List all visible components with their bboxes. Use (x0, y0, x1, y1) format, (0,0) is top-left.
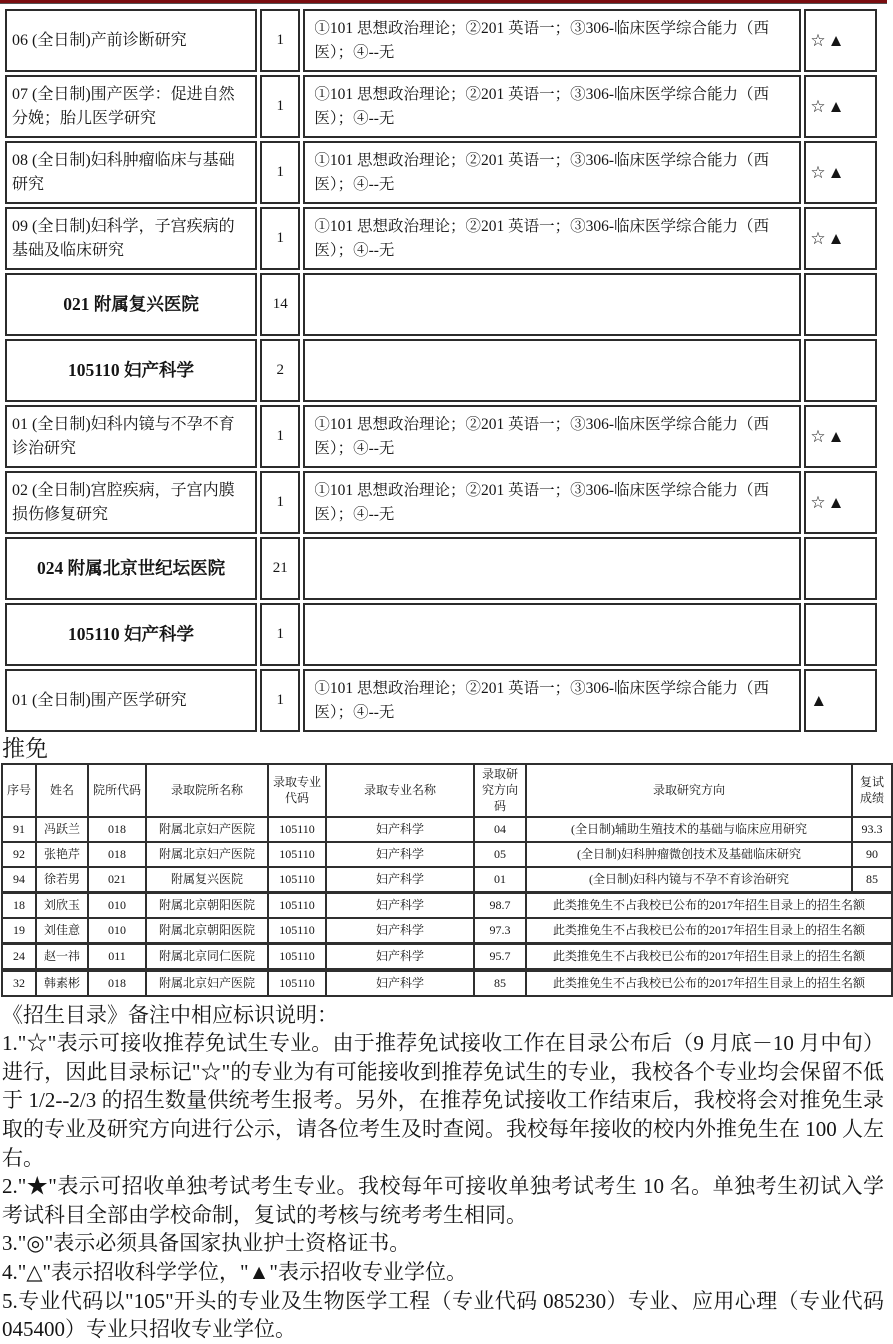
score-cell: 95.7 (474, 943, 526, 970)
flags-cell: ☆▲ (804, 9, 877, 72)
quota-cell: 1 (260, 75, 300, 138)
name-cell: 韩素彬 (36, 970, 88, 996)
dir-code-cell: 01 (474, 867, 526, 893)
note-item-5: 5.专业代码以"105"开头的专业及生物医学工程（专业代码 085230）专业、应用心理（专业代码 045400）专业只招收专业学位。 (2, 1288, 884, 1342)
institute-name-cell: 024 附属北京世纪坛医院 (5, 537, 257, 600)
tuimian-section-heading: 推免 (2, 736, 48, 761)
major-name-cell: 妇产科学 (326, 892, 474, 918)
major-name-cell: 105110 妇产科学 (5, 603, 257, 666)
col-header-direction: 录取研究方向 (526, 764, 852, 817)
empty-cell (303, 537, 801, 600)
exam-subjects-cell: ①101 思想政治理论；②201 英语一；③306-临床医学综合能力（西医）；④--无 (303, 9, 801, 72)
note-item-1: 1."☆"表示可接收推荐免试生专业。由于推荐免试接收工作在目录公布后（9 月底－10 月中旬）进行，因此目录标记"☆"的专业为有可能接收到推荐免试生的专业，我校各个专业均会保留不低于 1/2--2/3 的招生数量供统考生报考。另外，在推荐免试接收工作结束后，我校将会对推免生录取的专业及研究方向进行公示，请各位考生及时查阅。我校每年接收的校内外推免生在 100 人左右。 (2, 1031, 884, 1170)
remark-cell: 此类推免生不占我校已公布的2017年招生目录上的招生名额 (526, 892, 892, 918)
catalog-row-01a (5, 405, 877, 468)
research-direction-cell: 09 (全日制)妇科学，子宫疾病的基础及临床研究 (5, 207, 257, 270)
exam-subjects-cell: ①101 思想政治理论；②201 英语一；③306-临床医学综合能力（西医）；④--无 (303, 471, 801, 534)
inst-name-cell: 附属北京朝阳医院 (146, 892, 268, 918)
tuimian-row-92 (2, 842, 892, 867)
institute-header-row-021 (5, 273, 877, 336)
quota-cell: 1 (260, 669, 300, 732)
dir-code-cell: 04 (474, 817, 526, 842)
catalog-row-08 (5, 141, 877, 204)
direction-cell: (全日制)妇科内镜与不孕不育诊治研究 (526, 867, 852, 893)
inst-name-cell: 附属北京妇产医院 (146, 817, 268, 842)
direction-cell: (全日制)辅助生殖技术的基础与临床应用研究 (526, 817, 852, 842)
quota-cell: 1 (260, 471, 300, 534)
exam-subjects-cell: ①101 思想政治理论；②201 英语一；③306-临床医学综合能力（西医）；④--无 (303, 669, 801, 732)
score-cell: 98.7 (474, 892, 526, 918)
institute-name-cell: 021 附属复兴医院 (5, 273, 257, 336)
tuimian-admitted-table (1, 763, 893, 997)
col-header-dir-code: 录取研究方向码 (474, 764, 526, 817)
col-header-inst-name: 录取院所名称 (146, 764, 268, 817)
inst-code-cell: 011 (88, 943, 146, 970)
catalog-row-07 (5, 75, 877, 138)
major-code-cell: 105110 (268, 842, 326, 867)
major-code-cell: 105110 (268, 970, 326, 996)
research-direction-cell: 07 (全日制)围产医学：促进自然分娩；胎儿医学研究 (5, 75, 257, 138)
inst-name-cell: 附属复兴医院 (146, 867, 268, 893)
flags-cell: ☆▲ (804, 471, 877, 534)
tuimian-row-91 (2, 817, 892, 842)
quota-cell: 1 (260, 405, 300, 468)
major-name-cell: 妇产科学 (326, 842, 474, 867)
inst-code-cell: 010 (88, 918, 146, 944)
name-cell: 徐若男 (36, 867, 88, 893)
flags-cell: ▲ (804, 669, 877, 732)
flags-cell: ☆▲ (804, 141, 877, 204)
quota-cell: 1 (260, 603, 300, 666)
catalog-row-06 (5, 9, 877, 72)
quota-cell: 14 (260, 273, 300, 336)
notes-heading: 《招生目录》备注中相应标识说明： (2, 1002, 338, 1027)
score-cell: 97.3 (474, 918, 526, 944)
exam-subjects-cell: ①101 思想政治理论；②201 英语一；③306-临床医学综合能力（西医）；④--无 (303, 75, 801, 138)
major-header-row-105110 (5, 339, 877, 402)
remark-cell: 此类推免生不占我校已公布的2017年招生目录上的招生名额 (526, 943, 892, 970)
tuimian-row-32 (2, 970, 892, 996)
inst-name-cell: 附属北京妇产医院 (146, 970, 268, 996)
no-cell: 18 (2, 892, 36, 918)
empty-cell (303, 339, 801, 402)
inst-code-cell: 021 (88, 867, 146, 893)
major-code-cell: 105110 (268, 867, 326, 893)
exam-subjects-cell: ①101 思想政治理论；②201 英语一；③306-临床医学综合能力（西医）；④--无 (303, 405, 801, 468)
col-header-name: 姓名 (36, 764, 88, 817)
empty-cell (804, 339, 877, 402)
exam-subjects-cell: ①101 思想政治理论；②201 英语一；③306-临床医学综合能力（西医）；④--无 (303, 141, 801, 204)
major-name-cell: 妇产科学 (326, 817, 474, 842)
no-cell: 94 (2, 867, 36, 893)
inst-code-cell: 018 (88, 970, 146, 996)
inst-name-cell: 附属北京同仁医院 (146, 943, 268, 970)
name-cell: 赵一祎 (36, 943, 88, 970)
tuimian-header-row (2, 764, 892, 817)
quota-cell: 21 (260, 537, 300, 600)
tuimian-row-94 (2, 867, 892, 893)
empty-cell (303, 603, 801, 666)
inst-code-cell: 018 (88, 842, 146, 867)
inst-code-cell: 018 (88, 817, 146, 842)
catalog-notes (2, 1001, 884, 1344)
major-code-cell: 105110 (268, 918, 326, 944)
research-direction-cell: 01 (全日制)妇科内镜与不孕不育诊治研究 (5, 405, 257, 468)
research-direction-cell: 08 (全日制)妇科肿瘤临床与基础研究 (5, 141, 257, 204)
no-cell: 19 (2, 918, 36, 944)
quota-cell: 1 (260, 207, 300, 270)
admissions-catalog-table (2, 6, 880, 735)
quota-cell: 1 (260, 9, 300, 72)
catalog-row-01b (5, 669, 877, 732)
flags-cell: ☆▲ (804, 207, 877, 270)
direction-cell: (全日制)妇科肿瘤微创技术及基础临床研究 (526, 842, 852, 867)
research-direction-cell: 01 (全日制)围产医学研究 (5, 669, 257, 732)
inst-name-cell: 附属北京妇产医院 (146, 842, 268, 867)
no-cell: 92 (2, 842, 36, 867)
col-header-no: 序号 (2, 764, 36, 817)
inst-code-cell: 010 (88, 892, 146, 918)
quota-cell: 2 (260, 339, 300, 402)
note-item-4: 4."△"表示招收科学学位，"▲"表示招收专业学位。 (2, 1259, 467, 1284)
col-header-major-code: 录取专业代码 (268, 764, 326, 817)
col-header-inst-code: 院所代码 (88, 764, 146, 817)
research-direction-cell: 06 (全日制)产前诊断研究 (5, 9, 257, 72)
empty-cell (303, 273, 801, 336)
major-code-cell: 105110 (268, 892, 326, 918)
score-cell: 93.3 (852, 817, 892, 842)
major-name-cell: 105110 妇产科学 (5, 339, 257, 402)
dir-code-cell: 05 (474, 842, 526, 867)
major-name-cell: 妇产科学 (326, 943, 474, 970)
major-code-cell: 105110 (268, 943, 326, 970)
page-top-rule (0, 0, 887, 4)
major-code-cell: 105110 (268, 817, 326, 842)
tuimian-row-19 (2, 918, 892, 944)
major-name-cell: 妇产科学 (326, 918, 474, 944)
col-header-score: 复试成绩 (852, 764, 892, 817)
catalog-row-02a (5, 471, 877, 534)
major-header-row-105110b (5, 603, 877, 666)
score-cell: 85 (852, 867, 892, 893)
score-cell: 90 (852, 842, 892, 867)
name-cell: 冯跃兰 (36, 817, 88, 842)
note-item-3: 3."◎"表示必须具备国家执业护士资格证书。 (2, 1231, 411, 1256)
flags-cell: ☆▲ (804, 405, 877, 468)
exam-subjects-cell: ①101 思想政治理论；②201 英语一；③306-临床医学综合能力（西医）；④--无 (303, 207, 801, 270)
no-cell: 32 (2, 970, 36, 996)
remark-cell: 此类推免生不占我校已公布的2017年招生目录上的招生名额 (526, 970, 892, 996)
flags-cell: ☆▲ (804, 75, 877, 138)
catalog-row-09 (5, 207, 877, 270)
major-name-cell: 妇产科学 (326, 867, 474, 893)
empty-cell (804, 537, 877, 600)
no-cell: 91 (2, 817, 36, 842)
quota-cell: 1 (260, 141, 300, 204)
research-direction-cell: 02 (全日制)宫腔疾病，子宫内膜损伤修复研究 (5, 471, 257, 534)
name-cell: 张艳芹 (36, 842, 88, 867)
col-header-major-name: 录取专业名称 (326, 764, 474, 817)
note-item-2: 2."★"表示可招收单独考试考生专业。我校每年可接收单独考试考生 10 名。单独考生初试入学考试科目全部由学校命制，复试的考核与统考考生相同。 (2, 1174, 884, 1227)
name-cell: 刘佳意 (36, 918, 88, 944)
empty-cell (804, 603, 877, 666)
institute-header-row-024 (5, 537, 877, 600)
empty-cell (804, 273, 877, 336)
major-name-cell: 妇产科学 (326, 970, 474, 996)
no-cell: 24 (2, 943, 36, 970)
inst-name-cell: 附属北京朝阳医院 (146, 918, 268, 944)
name-cell: 刘欣玉 (36, 892, 88, 918)
score-cell: 85 (474, 970, 526, 996)
tuimian-row-18 (2, 892, 892, 918)
remark-cell: 此类推免生不占我校已公布的2017年招生目录上的招生名额 (526, 918, 892, 944)
tuimian-row-24 (2, 943, 892, 970)
